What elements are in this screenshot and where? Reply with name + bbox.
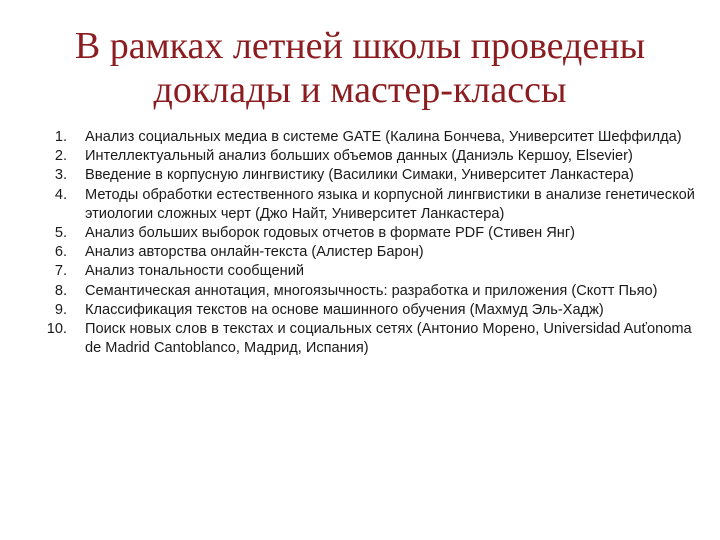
list-item [37,128,697,147]
list-item-number: 10. [46,321,67,338]
list-item-text: Анализ социальных медиа в системе GATE (Калина Бончева, Университет Шеффилда) [85,129,682,145]
list-item-text: Поиск новых слов в текстах и социальных сетях (Антонио Морено, Universidad Auťonoma de Madrid Cantoblanco, Мадрид, Испания) [85,321,692,357]
list-item-text: Интеллектуальный анализ больших объемов данных (Даниэль Кершоу, Elsevier) [85,148,633,165]
talks-list [37,128,697,358]
list-item-text: Классификация текстов на основе машинного обучения (Махмуд Эль-Хадж) [85,301,604,318]
list-item-number: 1. [54,129,67,145]
list-item [37,320,697,358]
list-item-number: 4. [54,186,67,203]
list-item [37,166,697,185]
slide-title-line-1: В рамках летней школы проведены [74,25,646,67]
list-item-text: Семантическая аннотация, многоязычность: разработка и приложения (Скотт Пьяо) [85,282,658,299]
list-item-number: 8. [54,282,67,299]
list-item-text: Введение в корпусную лингвистику (Василики Симаки, Университет Ланкастера) [85,167,634,184]
slide-title-line-2: доклады и мастер-классы [153,69,567,111]
list-item [37,301,697,320]
list-item-number: 3. [54,167,67,184]
list-item [37,243,697,262]
list-item [37,186,697,224]
list-item-text: Анализ авторства онлайн-текста (Алистер Барон) [85,244,424,261]
list-item [37,262,697,281]
list-item [37,282,697,301]
list-item-text: Анализ больших выборок годовых отчетов в формате PDF (Стивен Янг) [85,225,576,242]
list-item-text: Анализ тональности сообщений [85,263,304,280]
list-item-number: 2. [54,148,67,165]
list-item-text: Методы обработки естественного языка и корпусной лингвистики в анализе генетической этиологии сложных черт (Джо Найт, Университет Ланкастера) [85,186,695,222]
slide-title [36,24,684,112]
list-item [37,147,697,166]
list-item-number: 6. [54,244,67,261]
list-item-number: 7. [54,263,67,280]
list-item-number: 9. [54,301,67,318]
list-item [37,224,697,243]
list-item-number: 5. [54,225,67,242]
